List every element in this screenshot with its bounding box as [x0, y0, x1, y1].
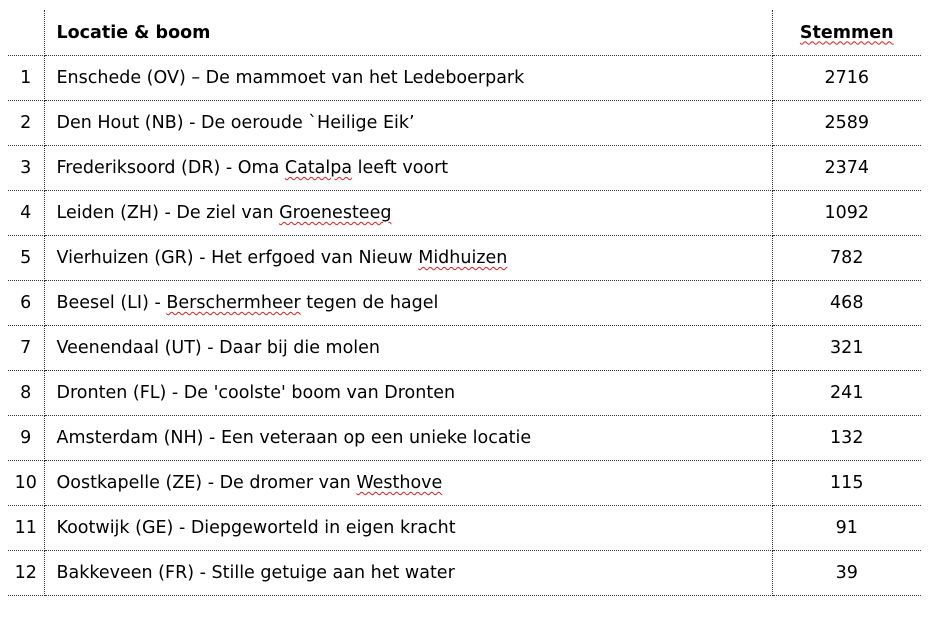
table-body [8, 56, 921, 596]
table-row [8, 56, 921, 101]
row-rank: 6 [8, 281, 44, 326]
row-location: Frederiksoord (DR) - Oma Catalpa leeft voort [44, 146, 772, 191]
spellcheck-marked-word: Berschermheer [166, 293, 301, 313]
row-votes: 2716 [772, 56, 921, 101]
row-location: Kootwijk (GE) - Diepgeworteld in eigen kracht [44, 506, 772, 551]
row-votes: 91 [772, 506, 921, 551]
header-votes [772, 10, 921, 56]
header-rank [8, 10, 44, 56]
row-location: Vierhuizen (GR) - Het erfgoed van Nieuw Midhuizen [44, 236, 772, 281]
row-location: Den Hout (NB) - De oeroude `Heilige Eik’ [44, 101, 772, 146]
row-rank: 9 [8, 416, 44, 461]
row-votes: 2589 [772, 101, 921, 146]
header-votes-label: Stemmen [799, 22, 894, 43]
row-rank: 11 [8, 506, 44, 551]
row-rank: 8 [8, 371, 44, 416]
header-location: Locatie & boom [44, 10, 772, 56]
table-row [8, 461, 921, 506]
ranking-table-container [8, 10, 921, 596]
row-rank: 1 [8, 56, 44, 101]
row-rank: 12 [8, 551, 44, 596]
row-rank: 3 [8, 146, 44, 191]
row-location: Veenendaal (UT) - Daar bij die molen [44, 326, 772, 371]
row-rank: 10 [8, 461, 44, 506]
row-location: Beesel (LI) - Berschermheer tegen de hagel [44, 281, 772, 326]
row-votes: 2374 [772, 146, 921, 191]
spellcheck-marked-word: Midhuizen [418, 248, 508, 268]
row-votes: 241 [772, 371, 921, 416]
row-rank: 2 [8, 101, 44, 146]
row-location: Amsterdam (NH) - Een veteraan op een unieke locatie [44, 416, 772, 461]
row-location: Oostkapelle (ZE) - De dromer van Westhove [44, 461, 772, 506]
row-location: Dronten (FL) - De 'coolste' boom van Dronten [44, 371, 772, 416]
row-votes: 39 [772, 551, 921, 596]
table-row [8, 326, 921, 371]
spellcheck-marked-word: Groenesteeg [279, 203, 392, 223]
ranking-table [8, 10, 921, 596]
row-votes: 1092 [772, 191, 921, 236]
row-votes: 115 [772, 461, 921, 506]
spellcheck-marked-word: Westhove [356, 473, 443, 493]
table-row [8, 506, 921, 551]
table-row [8, 371, 921, 416]
table-header-row [8, 10, 921, 56]
table-row [8, 416, 921, 461]
row-location: Leiden (ZH) - De ziel van Groenesteeg [44, 191, 772, 236]
table-row [8, 101, 921, 146]
row-location: Bakkeveen (FR) - Stille getuige aan het water [44, 551, 772, 596]
table-row [8, 236, 921, 281]
row-votes: 321 [772, 326, 921, 371]
row-votes: 132 [772, 416, 921, 461]
row-location: Enschede (OV) – De mammoet van het Ledeboerpark [44, 56, 772, 101]
row-rank: 4 [8, 191, 44, 236]
spellcheck-marked-word: Catalpa [284, 158, 353, 178]
row-votes: 782 [772, 236, 921, 281]
row-rank: 5 [8, 236, 44, 281]
table-row [8, 146, 921, 191]
table-row [8, 191, 921, 236]
table-row [8, 281, 921, 326]
row-votes: 468 [772, 281, 921, 326]
table-row [8, 551, 921, 596]
row-rank: 7 [8, 326, 44, 371]
